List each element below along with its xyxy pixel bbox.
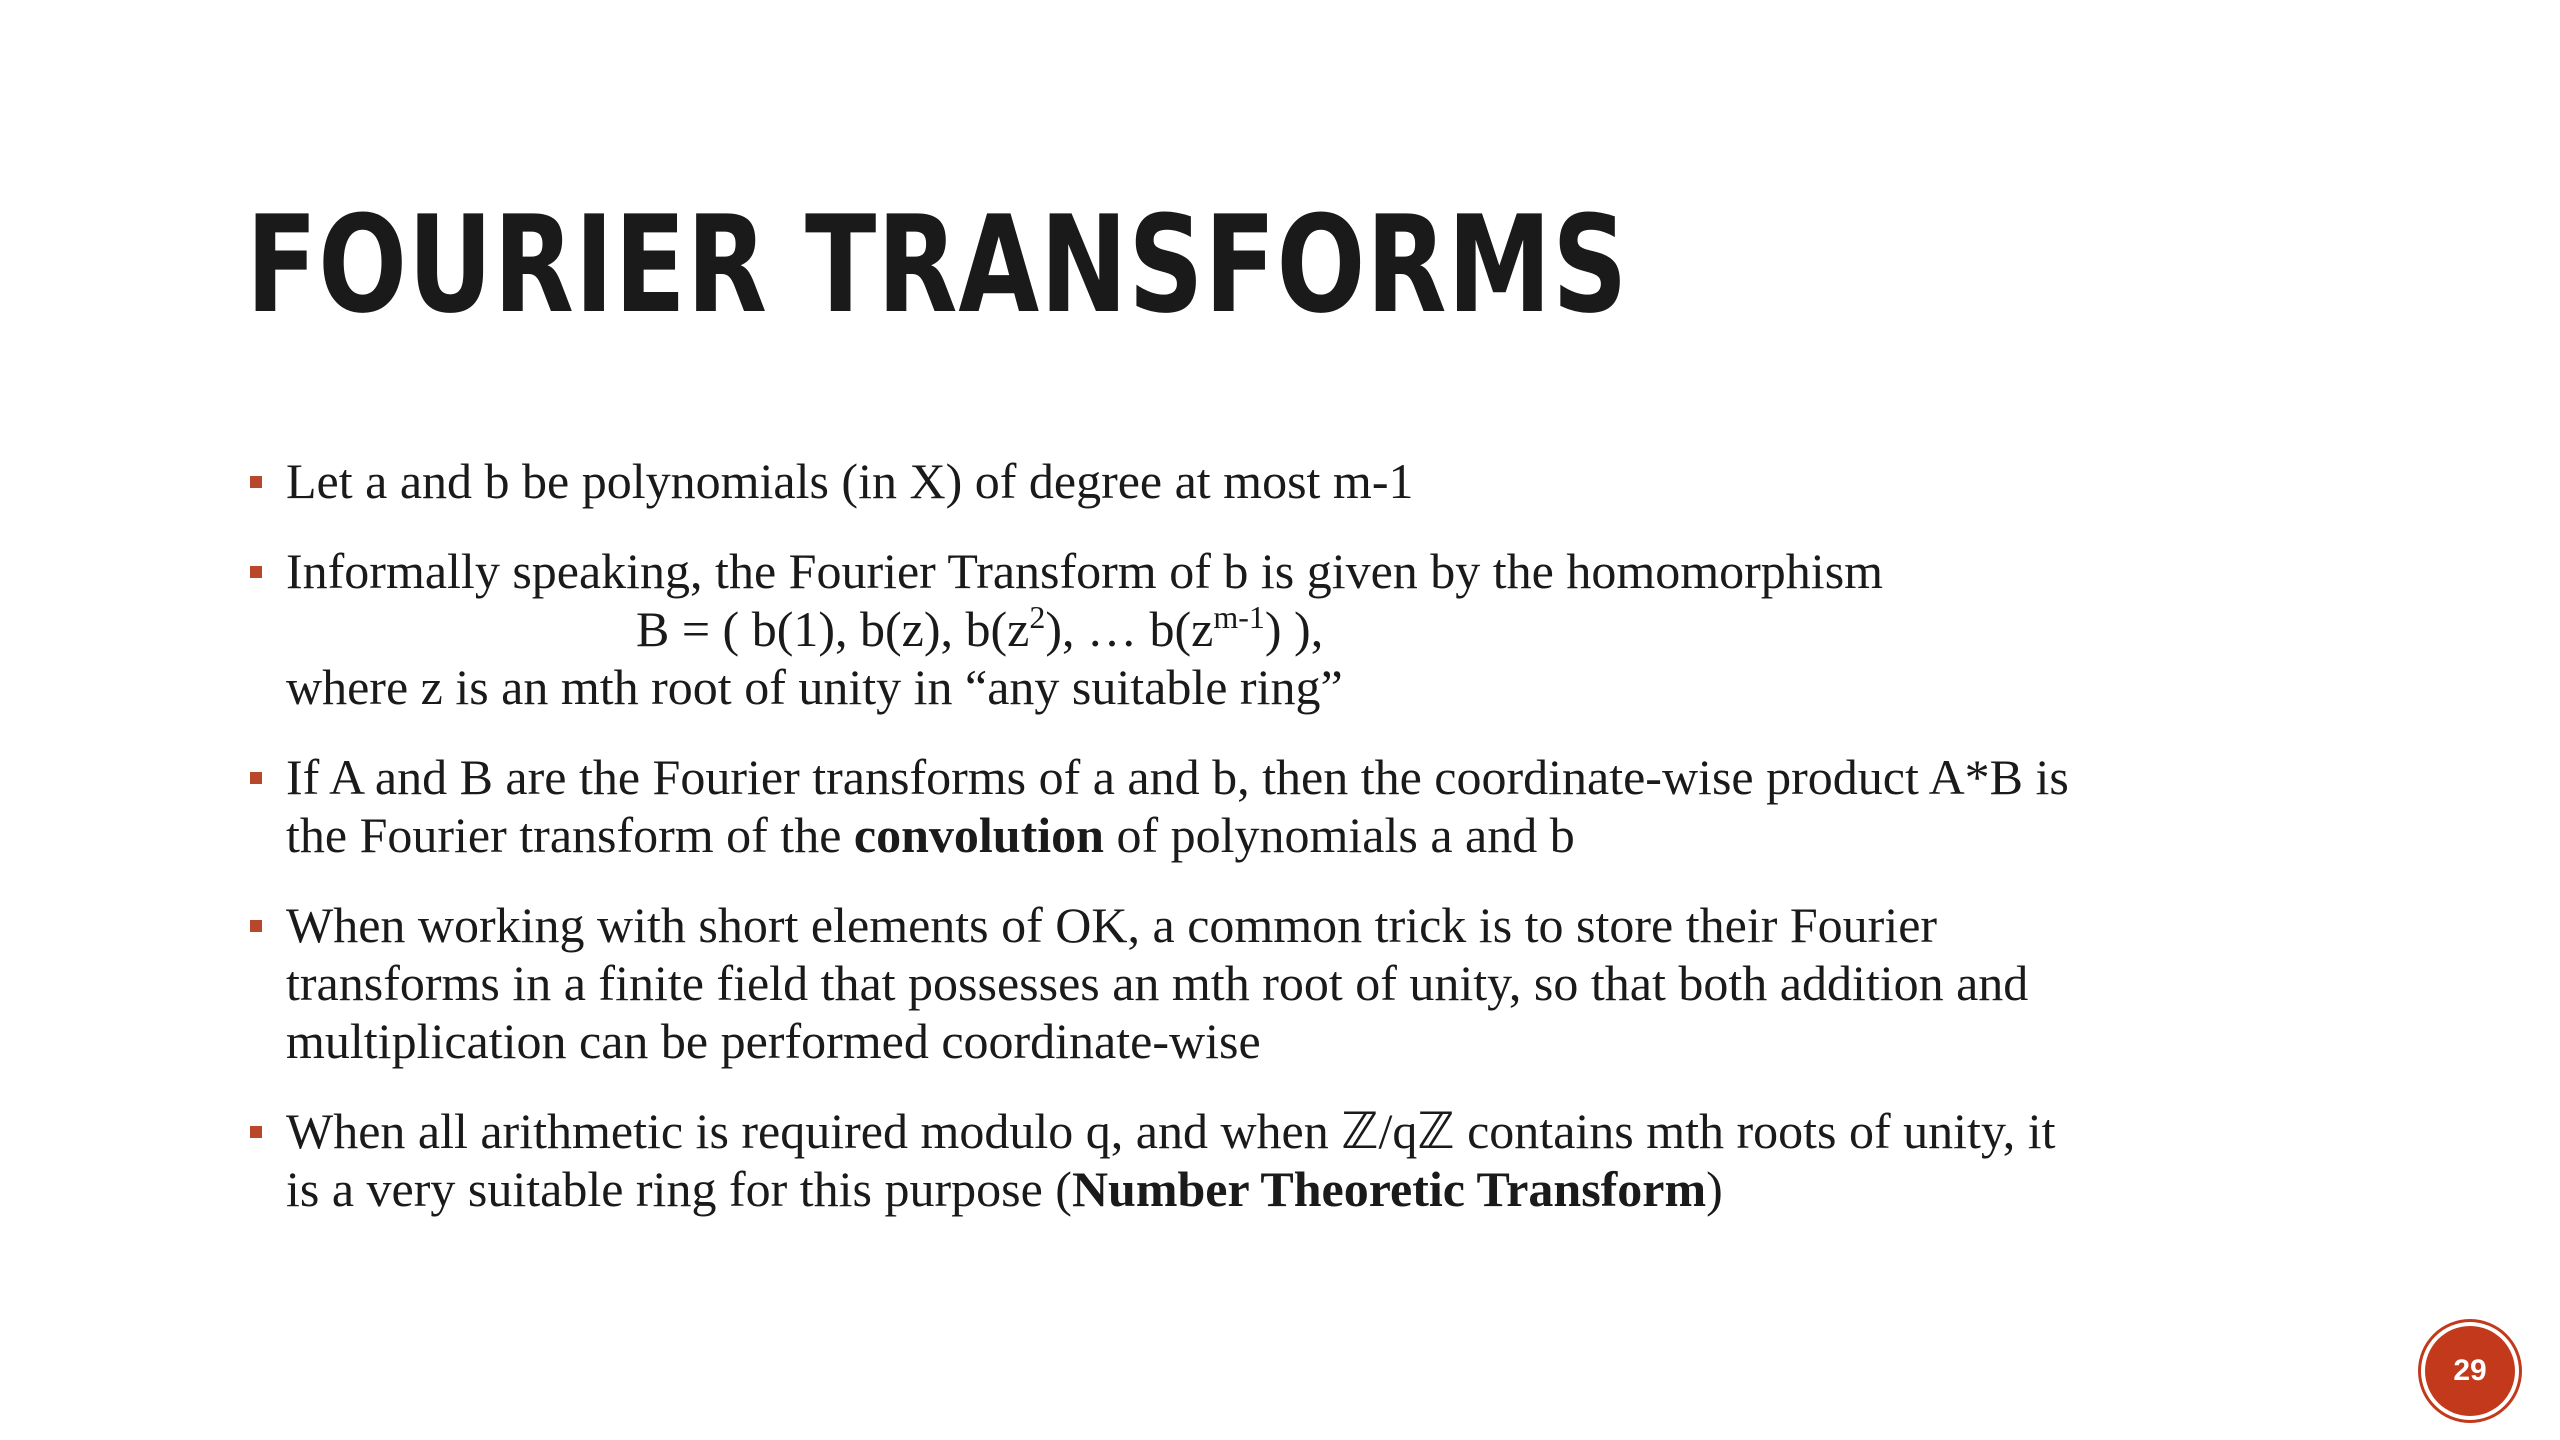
bullet-text: If A and B are the Fourier transforms of a and b, then the coordinate-wise product A*B is [286,749,2069,805]
bullet-list [246,452,2326,1250]
bullet-item-ntt [246,1102,2326,1218]
bullet-text: is a very suitable ring for this purpose ( [286,1161,1072,1217]
bullet-text: When all arithmetic is required modulo q, and when ℤ/qℤ contains mth roots of unity, it [286,1103,2056,1159]
page-number-badge [2425,1326,2515,1416]
bullet-item-polynomials [246,452,2326,510]
slide-title: FOURIER TRANSFORMS [246,187,1629,343]
formula-text: B = ( b(1), b(z), b(z [636,601,1030,657]
bullet-text-line [286,1160,2326,1218]
bullet-item-convolution [246,748,2326,864]
bullet-text: Informally speaking, the Fourier Transform of b is given by the homomorphism [286,543,1884,599]
formula-superscript: m-1 [1213,599,1265,635]
page-number: 29 [2453,1354,2487,1387]
bold-term-ntt: Number Theoretic Transform [1071,1161,1707,1217]
bold-term-convolution: convolution [853,807,1104,863]
formula-superscript: 2 [1029,599,1046,635]
formula-text: ), … b(z [1045,601,1214,657]
bullet-item-fourier-definition [246,542,2326,716]
bullet-text: where z is an mth root of unity in “any suitable ring” [286,659,1343,715]
bullet-square-icon [250,772,262,784]
bullet-text: Let a and b be polynomials (in X) of degree at most m-1 [286,453,1414,509]
bullet-text: ) [1706,1161,1723,1217]
bullet-square-icon [250,476,262,488]
bullet-text: multiplication can be performed coordinate-wise [286,1013,1261,1069]
bullet-text: transforms in a finite field that possesses an mth root of unity, so that both addition and [286,955,2029,1011]
bullet-text: When working with short elements of OK, a common trick is to store their Fourier [286,897,1938,953]
bullet-item-finite-field [246,896,2326,1070]
bullet-square-icon [250,1126,262,1138]
bullet-square-icon [250,566,262,578]
bullet-text-line [286,806,2326,864]
bullet-square-icon [250,920,262,932]
bullet-text: of polynomials a and b [1103,807,1575,863]
bullet-text: the Fourier transform of the [286,807,854,863]
formula-line [286,600,2326,658]
formula-text: ) ), [1264,601,1324,657]
